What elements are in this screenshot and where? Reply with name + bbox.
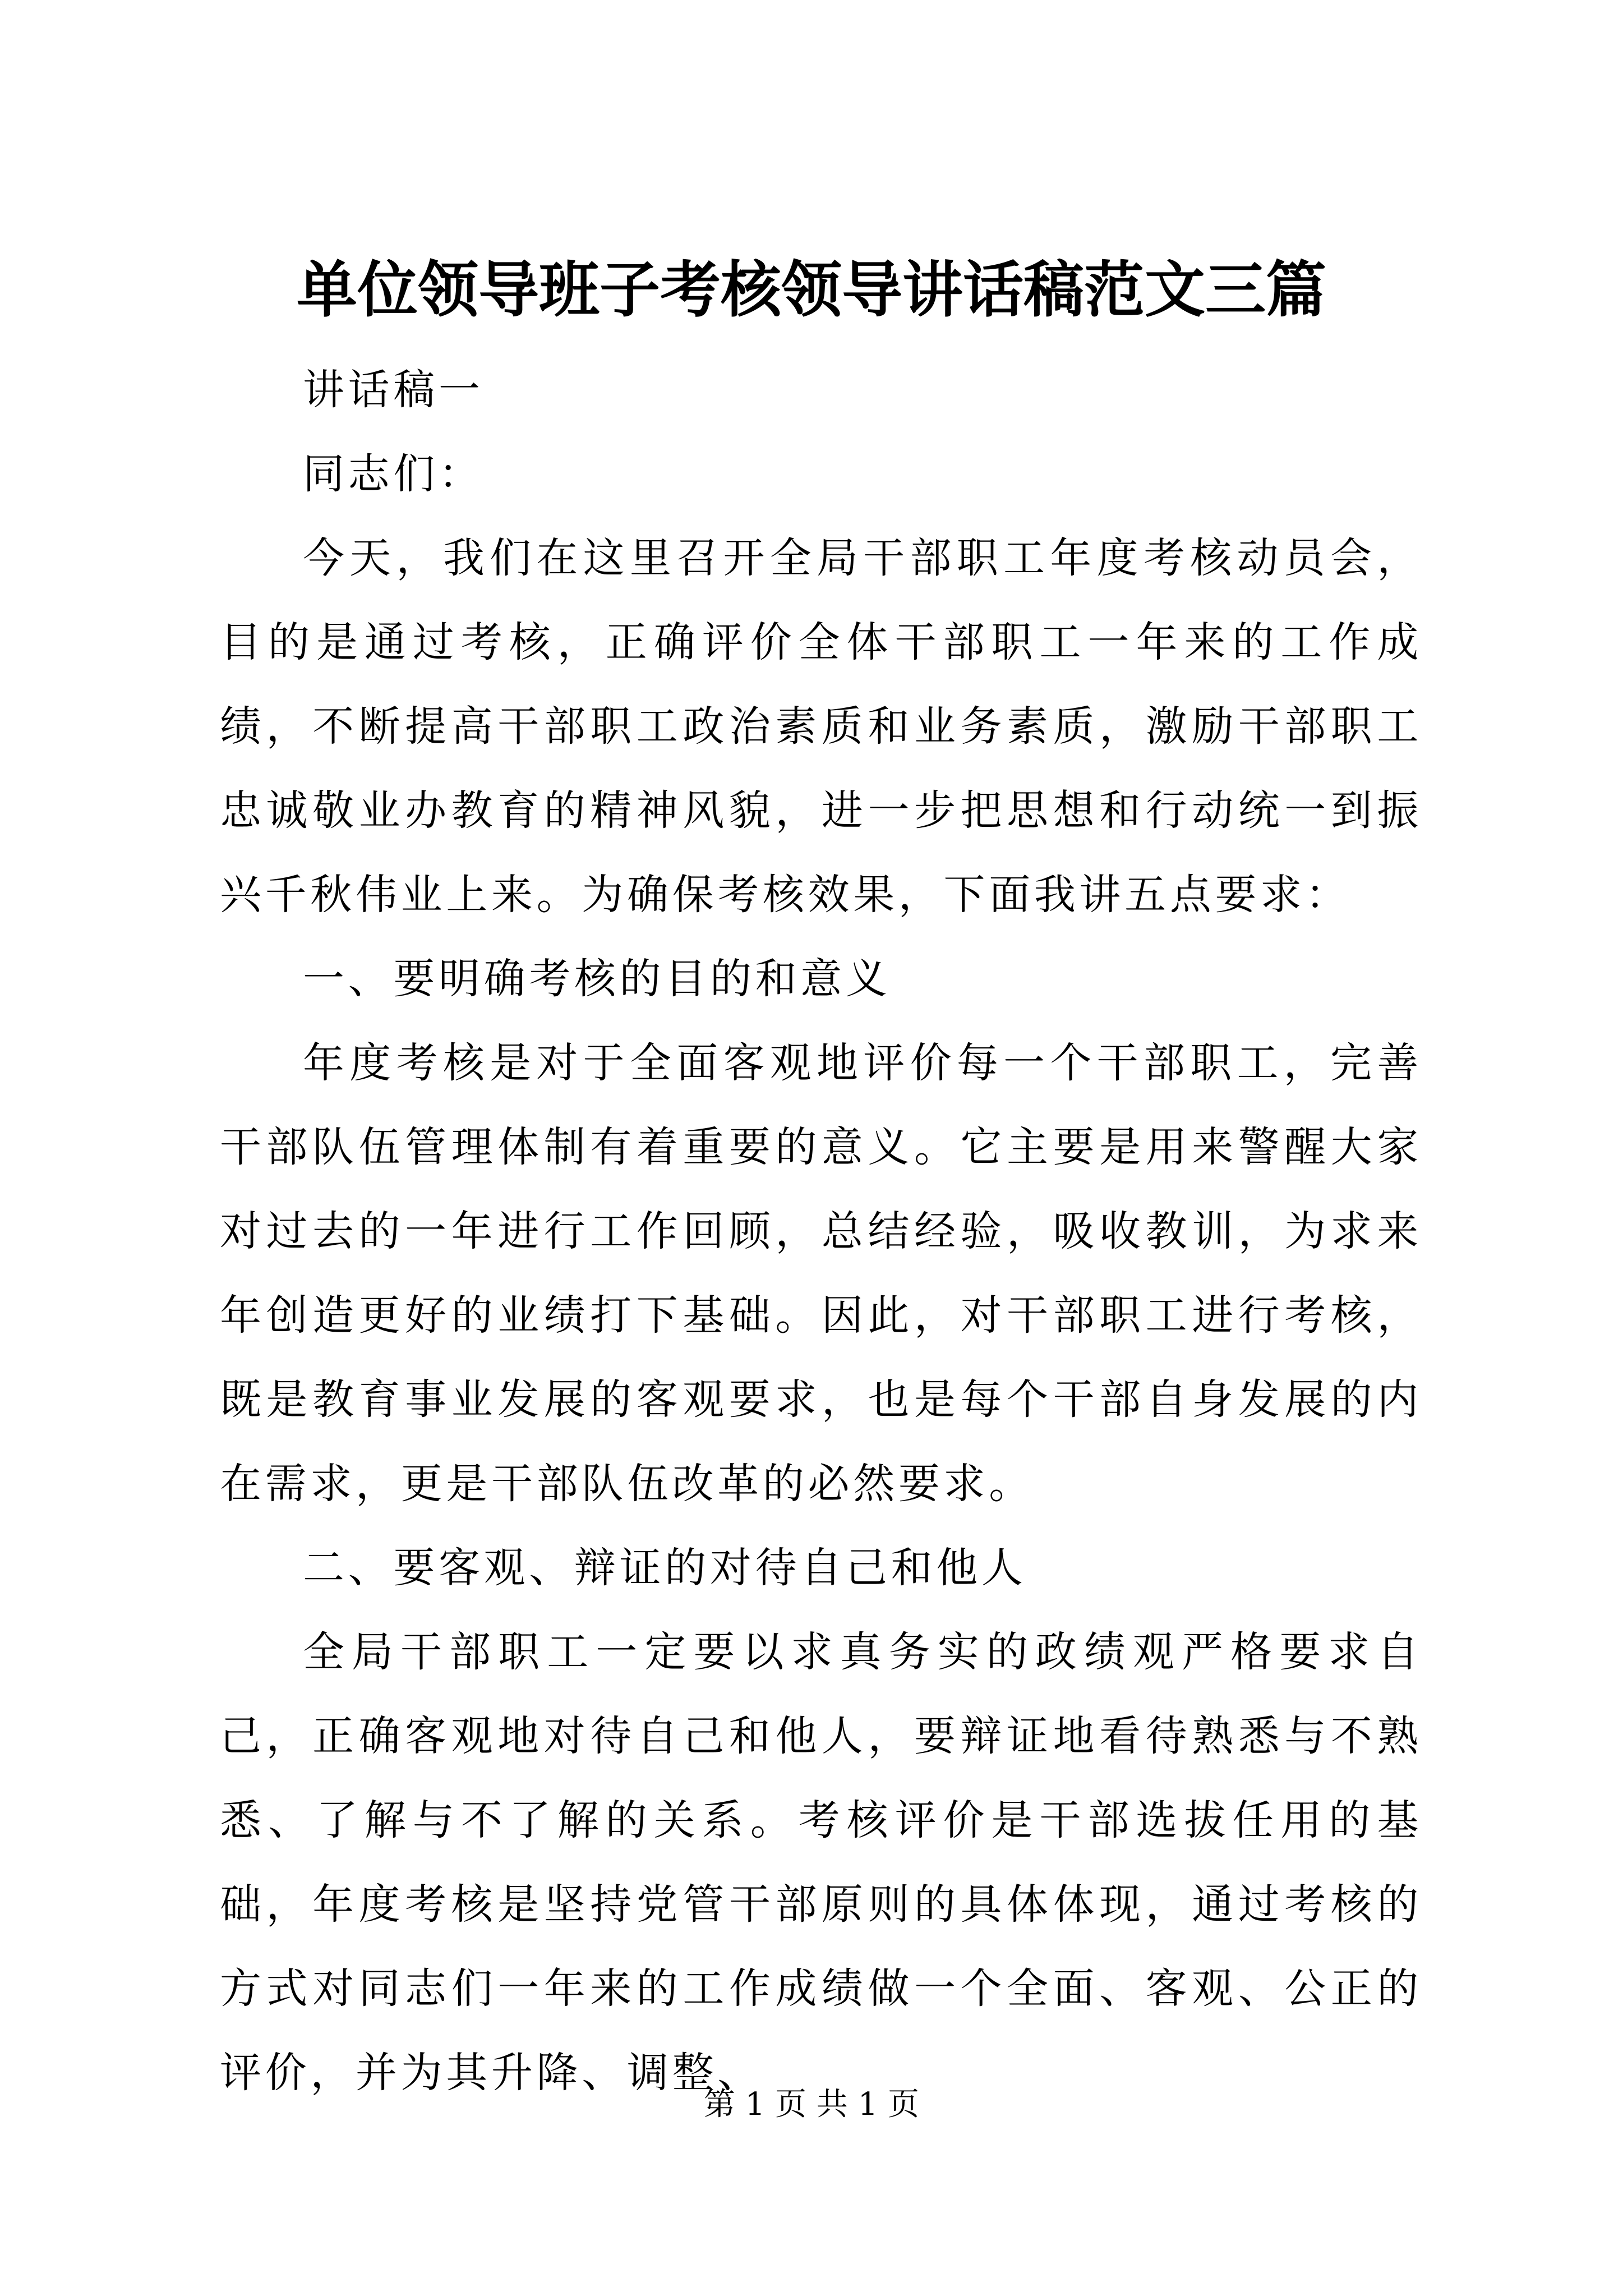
document-body (220, 348, 1422, 2115)
section-label: 讲话稿一 (303, 366, 484, 414)
body-paragraph: 今天，我们在这里召开全局干部职工年度考核动员会，目的是通过考核，正确评价全体干部职工一年来的工作成绩，不断提高干部职工政治素质和业务素质，激励干部职工忠诚敬业办教育的精神风貌，进一步把思想和行动统一到振兴千秋伟业上来。为确保考核效果，下面我讲五点要求： (220, 534, 1422, 919)
body-paragraph: 全局干部职工一定要以求真务实的政绩观严格要求自己，正确客观地对待自己和他人，要辩证地看待熟悉与不熟悉、了解与不了解的关系。考核评价是干部选拔任用的基础，年度考核是坚持党管干部原则的具体体现，通过考核的方式对同志们一年来的工作成绩做一个全面、客观、公正的评价，并为其升降、调整、 (220, 1628, 1422, 2097)
section-heading: 二、要客观、辩证的对待自己和他人 (303, 1544, 1027, 1592)
document-title: 单位领导班子考核领导讲话稿范文三篇 (296, 255, 1326, 325)
page-footer: 第 1 页 共 1 页 (703, 2086, 920, 2123)
section-heading: 一、要明确考核的目的和意义 (303, 955, 891, 1003)
body-paragraph: 年度考核是对于全面客观地评价每一个干部职工，完善干部队伍管理体制有着重要的意义。它主要是用来警醒大家对过去的一年进行工作回顾，总结经验，吸收教训，为求来年创造更好的业绩打下基础。因此，对干部职工进行考核，既是教育事业发展的客观要求，也是每个干部自身发展的内在需求，更是干部队伍改革的必然要求。 (220, 1039, 1422, 1508)
salutation: 同志们： (303, 450, 484, 498)
